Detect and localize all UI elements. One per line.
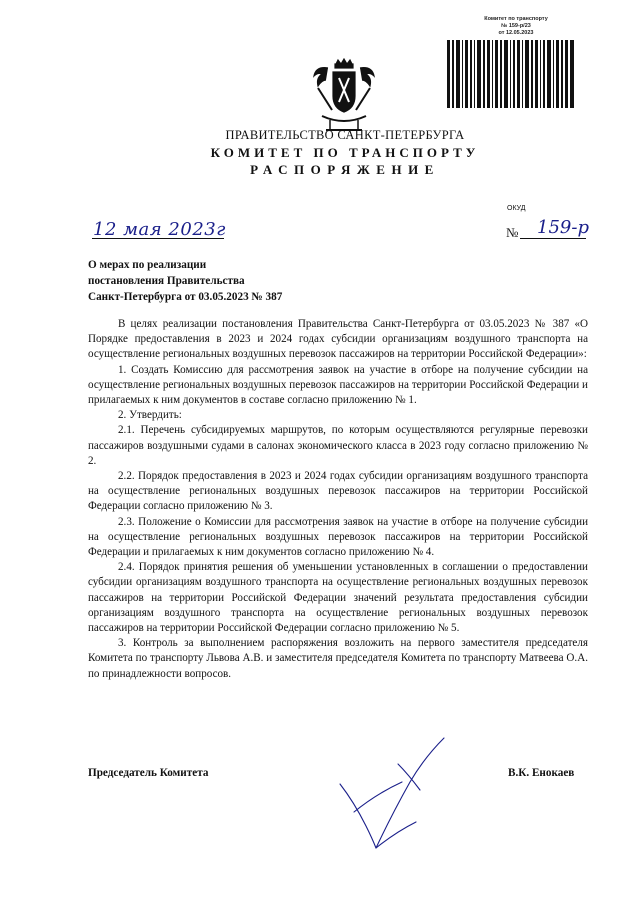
document-body xyxy=(88,317,588,682)
handwritten-signature xyxy=(336,734,448,852)
barcode xyxy=(447,40,574,108)
stamp-line-1: Комитет по транспорту xyxy=(484,16,548,22)
handwritten-number: 159-р xyxy=(537,217,589,238)
paragraph-1: 1. Создать Комиссию для рассмотрения заявок на участие в отборе на получение субсидии на осуществление региональных воздушных перевозок пассажиров на территории Российской Федерации и прилагаемых к ним документов в составе согласно приложению № 1. xyxy=(88,363,588,407)
okud-label: ОКУД xyxy=(507,205,526,212)
paragraph-2-4: 2.4. Порядок принятия решения об уменьшении установленных в соглашении о предоставлении субсидии организациям воздушного транспорта на осуществление региональных воздушных перевозок пассажиров на территории Российской Федерации значений результата предоставления субсидии организациям воздушного транспорта на осуществление региональных воздушных перевозок пассажиров на территории Российской Федерации согласно приложению № 5. xyxy=(88,561,588,635)
paragraph-2-2: 2.2. Порядок предоставления в 2023 и 2024 годах субсидии организациям воздушного транспорта на осуществление региональных воздушных перевозок пассажиров на территории Российской Федерации согласно приложению № 3. xyxy=(88,470,588,513)
handwritten-date: 12 мая 2023г xyxy=(93,219,226,240)
signatory-title: Председатель Комитета xyxy=(88,767,209,779)
paragraph-2-3: 2.3. Положение о Комиссии для рассмотрения заявок на участие в отборе на получение субсидии на осуществление региональных воздушных перевозок пассажиров на территории Российской Федерации и прилагаемых к ним документов согласно приложению № 4. xyxy=(88,515,588,559)
registration-stamp xyxy=(466,16,566,37)
committee-title: КОМИТЕТ ПО ТРАНСПОРТУ xyxy=(210,145,480,160)
subject-line-1: О мерах по реализации xyxy=(88,259,207,271)
stamp-line-2: № 159-р/23 xyxy=(501,23,531,29)
number-prefix: № xyxy=(506,225,519,240)
stamp-line-3: от 12.05.2023 xyxy=(498,30,534,36)
paragraph-2-1: 2.1. Перечень субсидируемых маршрутов, по которым осуществляются регулярные перевозки пассажиров воздушными судами в салонах экономического класса в 2023 году согласно приложению № 2. xyxy=(88,424,588,467)
subject-line-3: Санкт-Петербурга от 03.05.2023 № 387 xyxy=(88,291,283,303)
coat-of-arms-emblem xyxy=(308,58,380,134)
paragraph-preamble: В целях реализации постановления Правительства Санкт-Петербурга от 03.05.2023 № 387 «О Порядке предоставления в 2023 и 2024 годах субсидии организациям воздушного транспорта на осуществление региональных воздушных перевозок пассажиров на территории Российской Федерации»: xyxy=(88,318,588,361)
document-type-title: РАСПОРЯЖЕНИЕ xyxy=(250,162,440,177)
paragraph-3: 3. Контроль за выполнением распоряжения возложить на первого заместителя председателя Комитета по транспорту Львова А.В. и заместителя председателя Комитета по транспорту Матвеева О.А. по принадлежности вопросов. xyxy=(88,637,588,680)
document-subject xyxy=(88,257,282,305)
subject-line-2: постановления Правительства xyxy=(88,275,245,287)
number-underline xyxy=(520,238,586,239)
date-underline xyxy=(92,238,224,239)
signatory-name: В.К. Енокаев xyxy=(508,767,575,779)
government-title: ПРАВИТЕЛЬСТВО САНКТ-ПЕТЕРБУРГА xyxy=(225,128,465,142)
paragraph-2: 2. Утвердить: xyxy=(118,409,182,422)
